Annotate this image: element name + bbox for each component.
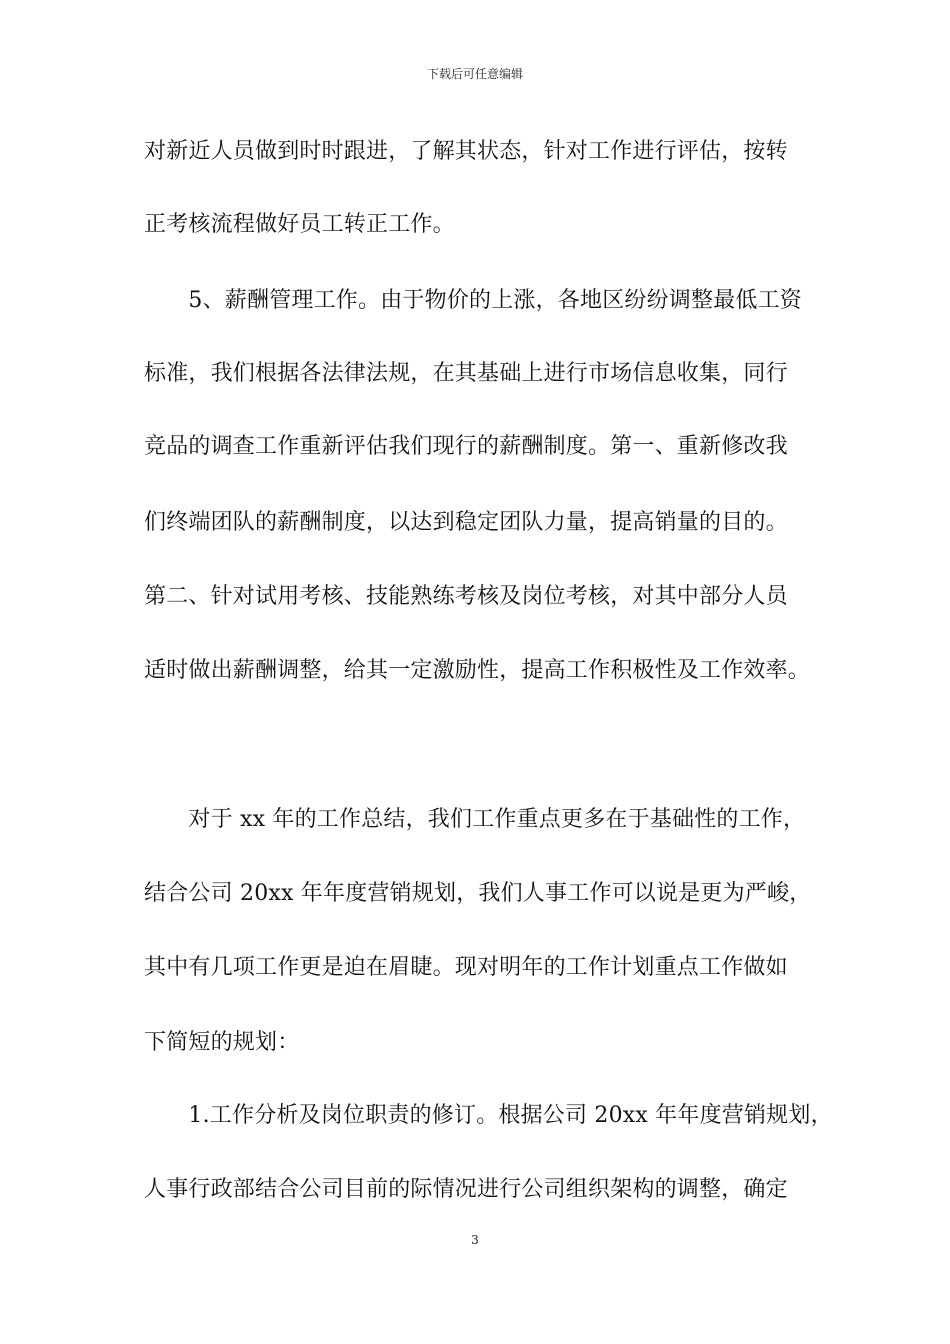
paragraph-line-13: 1.工作分析及岗位职责的修订。根据公司 20xx 年年度营销规划，	[144, 1103, 833, 1128]
paragraph-line-4: 标准，我们根据各法律法规，在其基础上进行市场信息收集，同行	[144, 361, 788, 386]
paragraph-line-8: 适时做出薪酬调整，给其一定激励性，提高工作积极性及工作效率。	[144, 658, 811, 683]
paragraph-line-11: 其中有几项工作更是迫在眉睫。现对明年的工作计划重点工作做如	[144, 955, 788, 980]
paragraph-line-14: 人事行政部结合公司目前的际情况进行公司组织架构的调整，确定	[144, 1177, 788, 1202]
paragraph-line-6: 们终端团队的薪酬制度，以达到稳定团队力量，提高销量的目的。	[144, 510, 788, 535]
paragraph-line-10: 结合公司 20xx 年年度营销规划，我们人事工作可以说是更为严峻，	[144, 881, 812, 906]
paragraph-line-3: 5、薪酬管理工作。由于物价的上涨，各地区纷纷调整最低工资	[144, 288, 802, 313]
paragraph-line-7: 第二、针对试用考核、技能熟练考核及岗位考核，对其中部分人员	[144, 584, 788, 609]
paragraph-line-9: 对于 xx 年的工作总结，我们工作重点更多在于基础性的工作，	[144, 807, 806, 832]
paragraph-line-5: 竞品的调查工作重新评估我们现行的薪酬制度。第一、重新修改我	[144, 434, 788, 459]
paragraph-line-2: 正考核流程做好员工转正工作。	[144, 212, 455, 237]
paragraph-line-1: 对新近人员做到时时跟进，了解其状态，针对工作进行评估，按转	[144, 139, 788, 164]
page-header: 下载后可任意编辑	[426, 67, 523, 81]
paragraph-line-12: 下简短的规划：	[144, 1030, 300, 1055]
page-number: 3	[471, 1233, 479, 1247]
